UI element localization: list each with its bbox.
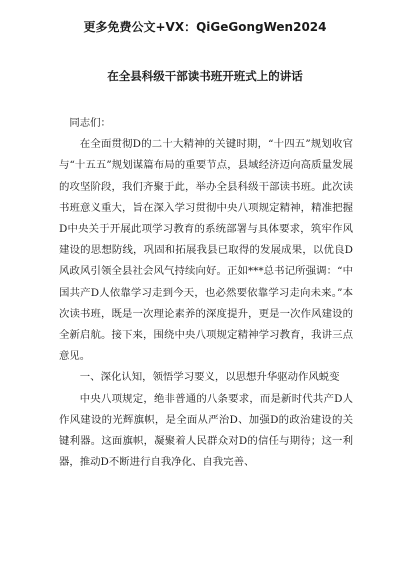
document-body — [59, 113, 353, 473]
paragraph-intro: 在全面贯彻D的二十大精神的关键时期，“十四五”规划收官与“十五五”规划谋篇布局的重要节点，县域经济迈向高质量发展的攻坚阶段，我们齐聚于此，举办全县科级干部读书班。此次读书班意义重大，旨在深入学习贯彻中央八项规定精神，精准把握D中央关于开展此项学习教育的系统部署与具体要求，筑牢作风建设的思想防线，巩固和拓展我县已取得的发展成果，以优良D风政风引领全县社会风气持续向好。正如***总书记所强调：“中国共产D人依靠学习走到今天，也必然要依靠学习走向未来。”本次读书班，既是一次理论素养的深度提升，更是一次作风建设的全新启航。接下来，围绕中央八项规定精神学习教育，我讲三点意见。 — [59, 138, 353, 363]
paragraph-section-1: 中央八项规定，绝非普通的八条要求，而是新时代共产D人作风建设的光辉旗帜，是全面从严治D、加强D的政治建设的关键利器。这面旗帜，凝聚着人民群众对D的信任与期待；这一利器，推动D不断进行自我净化、自我完善、 — [59, 392, 353, 469]
section-heading-1: 一、深化认知，领悟学习要义，以思想升华驱动作风蜕变 — [79, 371, 340, 384]
promo-header: 更多免费公文+VX：QiGeGongWen2024 — [83, 20, 327, 34]
document-title: 在全县科级干部读书班开班式上的讲话 — [107, 69, 303, 83]
salutation: 同志们： — [69, 117, 111, 129]
